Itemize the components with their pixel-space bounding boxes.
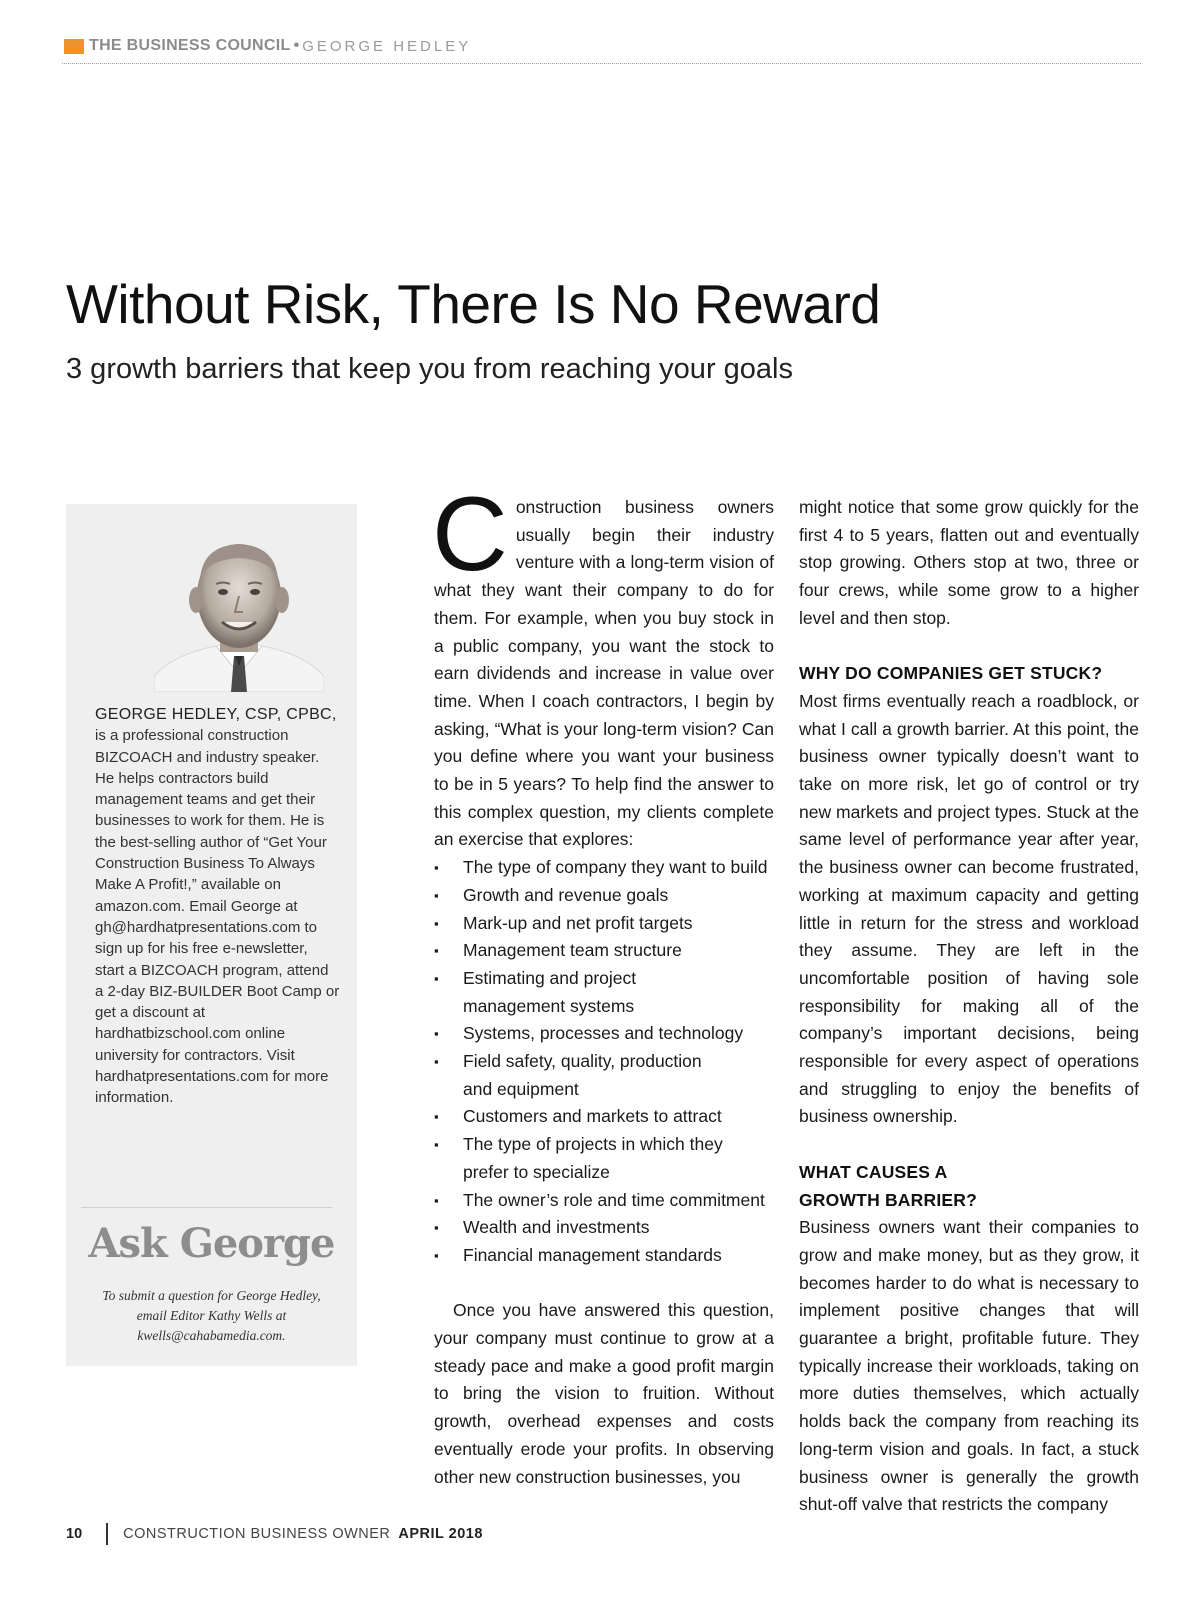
section-marker-icon [64, 39, 84, 54]
page-footer [66, 1523, 483, 1545]
list-item: ▪ Field safety, quality, production and equipment [434, 1048, 724, 1103]
author-bio [95, 704, 340, 1109]
list-item: ▪ The owner’s role and time commitment [434, 1187, 774, 1215]
list-item: ▪ The type of projects in which they prefer to specialize [434, 1131, 734, 1186]
ask-george-note: To submit a question for George Hedley, email Editor Kathy Wells at kwells@cahabamedia.com. [102, 1288, 321, 1343]
list-item: ▪ Mark-up and net profit targets [434, 910, 774, 938]
page-number: 10 [66, 1526, 83, 1542]
issue-date: APRIL 2018 [398, 1526, 483, 1542]
author-sidebar [66, 504, 357, 1366]
header-divider [62, 63, 1141, 64]
section-heading-barrier: WHAT CAUSES A [799, 1161, 948, 1182]
intro-paragraph [432, 476, 774, 854]
author-portrait-icon [154, 526, 324, 692]
drop-cap: C [432, 476, 508, 593]
list-item: ▪ Management team structure [434, 937, 774, 965]
ask-george-title: Ask George [88, 1220, 335, 1267]
publication-name: CONSTRUCTION BUSINESS OWNER [123, 1526, 391, 1542]
list-item: ▪ Financial management standards [434, 1242, 774, 1270]
article-column-2 [799, 494, 1139, 1519]
section-heading-stuck: WHY DO COMPANIES GET STUCK? [799, 663, 1103, 684]
list-item: ▪ Growth and revenue goals [434, 882, 774, 910]
list-item: ▪ Wealth and investments [434, 1214, 774, 1242]
list-item: ▪ Systems, processes and technology [434, 1020, 774, 1048]
author-name: GEORGE HEDLEY, CSP, CPBC, [95, 706, 337, 723]
closing-paragraph: Once you have answered this question, your company must continue to grow at a steady pace and make a good profit margin to bring the vision to fruition. Without growth, overhead expenses and costs eventually erode your profits. In observing other new construction businesses, you [434, 1300, 774, 1487]
list-item: ▪ Customers and markets to attract [434, 1103, 774, 1131]
running-header [64, 37, 471, 55]
barrier-paragraph: Business owners want their companies to grow and make money, but as they grow, it becomes harder to do what is necessary to implement positive changes that will guarantee a bright, profitable future. They typically increase their workloads, taking on more duties themselves, which actually holds back the company from reaching its long-term vision and goals. In fact, a stuck business owner is generally the growth shut-off valve that restricts the company [799, 1217, 1139, 1515]
article-column-1 [432, 476, 774, 1491]
header-author: GEORGE HEDLEY [302, 37, 472, 55]
continuation-paragraph: might notice that some grow quickly for the first 4 to 5 years, flatten out and eventually stop growing. Others stop at two, three or four crews, while some grow to a higher level and then stop. [799, 497, 1139, 628]
list-item: ▪ The type of company they want to build [434, 854, 774, 882]
footer-divider [106, 1523, 108, 1545]
article-title: Without Risk, There Is No Reward [66, 273, 881, 335]
header-separator: • [293, 37, 300, 54]
author-bio-text: is a professional construction BIZCOACH and industry speaker. He helps contractors build management teams and get their businesses to work for them. He is the best-selling author of “Get Your Construction Business To Always Make A Profit!,” available on amazon.com. Email George at gh@hardhatpresentations.com to sign up for his free e-newsletter, start a BIZCOACH program, attend a 2-day BIZ-BUILDER Boot Camp or get a discount at hardhatbizschool.com online university for contractors. Visit hardhatpresentations.com for more information. [95, 727, 340, 1107]
sidebar-divider [81, 1207, 332, 1208]
section-heading-barrier-line2: GROWTH BARRIER? [799, 1189, 977, 1210]
stuck-paragraph: Most firms eventually reach a roadblock, or what I call a growth barrier. At this point, the business owner typically doesn’t want to take on more risk, let go of control or try new markets and project types. Stuck at the same level of performance year after year, the business owner can become frustrated, working at maximum capacity and getting little in return for the stress and workload they assume. They are left in the uncomfortable position of having sole responsibility for making all of the company’s important decisions, being responsible for every aspect of operations and struggling to enjoy the benefits of business ownership. [799, 690, 1139, 1127]
intro-text: onstruction business owners usually begin their industry venture with a long-term vision of what they want their company to do for them. For example, when you buy stock in a public company, you want the stock to earn dividends and increase in value over time. When I coach contractors, I begin by asking, “What is your long-term vision? Can you define where you want your business to be in 5 years? To help find the answer to this complex question, my clients complete an exercise that explores: [434, 497, 774, 850]
article-subtitle: 3 growth barriers that keep you from reaching your goals [66, 353, 793, 385]
vision-exercise-list [434, 854, 774, 1270]
list-item: ▪ Estimating and project management systems [434, 965, 674, 1020]
section-name: THE BUSINESS COUNCIL [89, 37, 291, 54]
